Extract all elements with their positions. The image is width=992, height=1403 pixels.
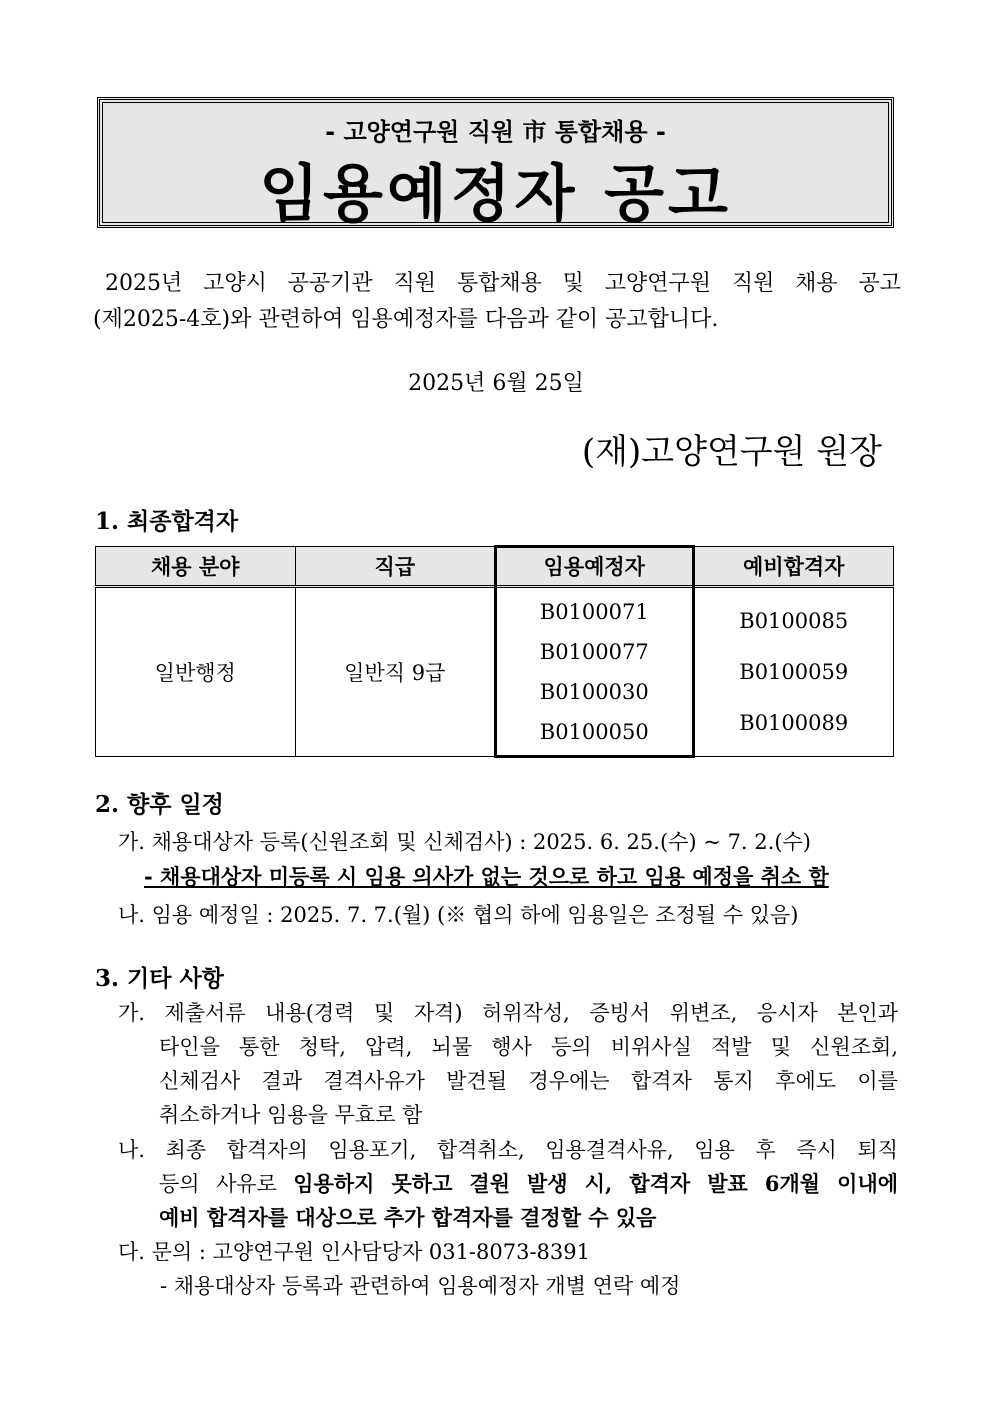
document-subtitle: - 고양연구원 직원 市 통합채용 -	[325, 118, 666, 146]
column-header-appointees: 임용예정자	[495, 547, 695, 587]
field-cell: 일반행정	[96, 587, 296, 757]
intro-line-2: (제2025-4호)와 관련하여 임용예정자를 다음과 같이 공고합니다.	[93, 307, 719, 332]
grade-cell: 일반직 9급	[295, 587, 495, 757]
reserve-code: B0100085	[739, 608, 849, 633]
misc-item-na-emphasis: 임용하지 못하고 결원 발생 시, 합격자 발표 6개월 이내에	[293, 1171, 899, 1196]
misc-item-na-line	[118, 1201, 898, 1235]
contact-note: - 채용대상자 등록과 관련하여 임용예정자 개별 연락 예정	[160, 1274, 681, 1298]
final-candidates-table	[95, 546, 894, 757]
announcement-date: 2025년 6월 25일	[408, 371, 584, 396]
section-1-heading: 1. 최종합격자	[95, 508, 239, 535]
misc-item-na-line: 나. 최종 합격자의 임용포기, 합격취소, 임용결격사유, 임용 후 즉시 퇴직	[118, 1138, 898, 1162]
column-header-reserves: 예비합격자	[694, 547, 894, 587]
appointees-cell	[495, 587, 695, 757]
contact-item: 다. 문의 : 고양연구원 인사담당자 031-8073-8391	[118, 1240, 591, 1264]
table-row	[96, 587, 894, 757]
intro-paragraph	[93, 266, 901, 338]
title-box	[97, 97, 894, 228]
schedule-item-ga-note: - 채용대상자 미등록 시 임용 의사가 없는 것으로 하고 임용 예정을 취소 함	[144, 864, 829, 889]
column-header-field: 채용 분야	[96, 547, 296, 587]
reserves-cell	[694, 587, 894, 757]
misc-item-na-line	[118, 1167, 898, 1201]
section-2-heading: 2. 향후 일정	[95, 791, 224, 818]
reserve-code: B0100059	[739, 659, 849, 684]
misc-item-ga-line: 취소하거나 임용을 무효로 함	[159, 1103, 423, 1127]
appointee-code: B0100050	[539, 720, 649, 744]
misc-item-na-emphasis: 예비 합격자를 대상으로 추가 합격자를 결정할 수 있음	[159, 1205, 657, 1230]
document-title: 임용예정자 공고	[259, 157, 732, 230]
column-header-grade: 직급	[295, 547, 495, 587]
intro-line-1: 2025년 고양시 공공기관 직원 통합채용 및 고양연구원 직원 채용 공고	[105, 271, 901, 296]
misc-item-ga	[118, 996, 898, 1132]
misc-item-na-text: 등의 사유로	[159, 1172, 294, 1196]
appointee-code: B0100071	[539, 600, 649, 624]
appointee-code: B0100030	[539, 680, 649, 704]
misc-item-na	[118, 1133, 898, 1235]
schedule-item-na: 나. 임용 예정일 : 2025. 7. 7.(월) (※ 협의 하에 임용일은 조정될 수 있음)	[118, 903, 799, 927]
misc-item-ga-line: 타인을 통한 청탁, 압력, 뇌물 행사 등의 비위사실 적발 및 신원조회,	[159, 1035, 898, 1059]
appointee-code: B0100077	[539, 640, 649, 664]
section-3-heading: 3. 기타 사항	[95, 965, 224, 992]
misc-item-ga-line: 신체검사 결과 결격사유가 발견될 경우에는 합격자 통지 후에도 이를	[159, 1069, 898, 1093]
signature: (재)고양연구원 원장	[581, 432, 882, 472]
reserve-code: B0100089	[739, 710, 849, 735]
table-header-row	[96, 547, 894, 587]
misc-item-ga-line: 가. 제출서류 내용(경력 및 자격) 허위작성, 증빙서 위변조, 응시자 본인과	[118, 1001, 898, 1025]
schedule-item-ga: 가. 채용대상자 등록(신원조회 및 신체검사) : 2025. 6. 25.(수) ~ 7. 2.(수)	[118, 830, 811, 854]
